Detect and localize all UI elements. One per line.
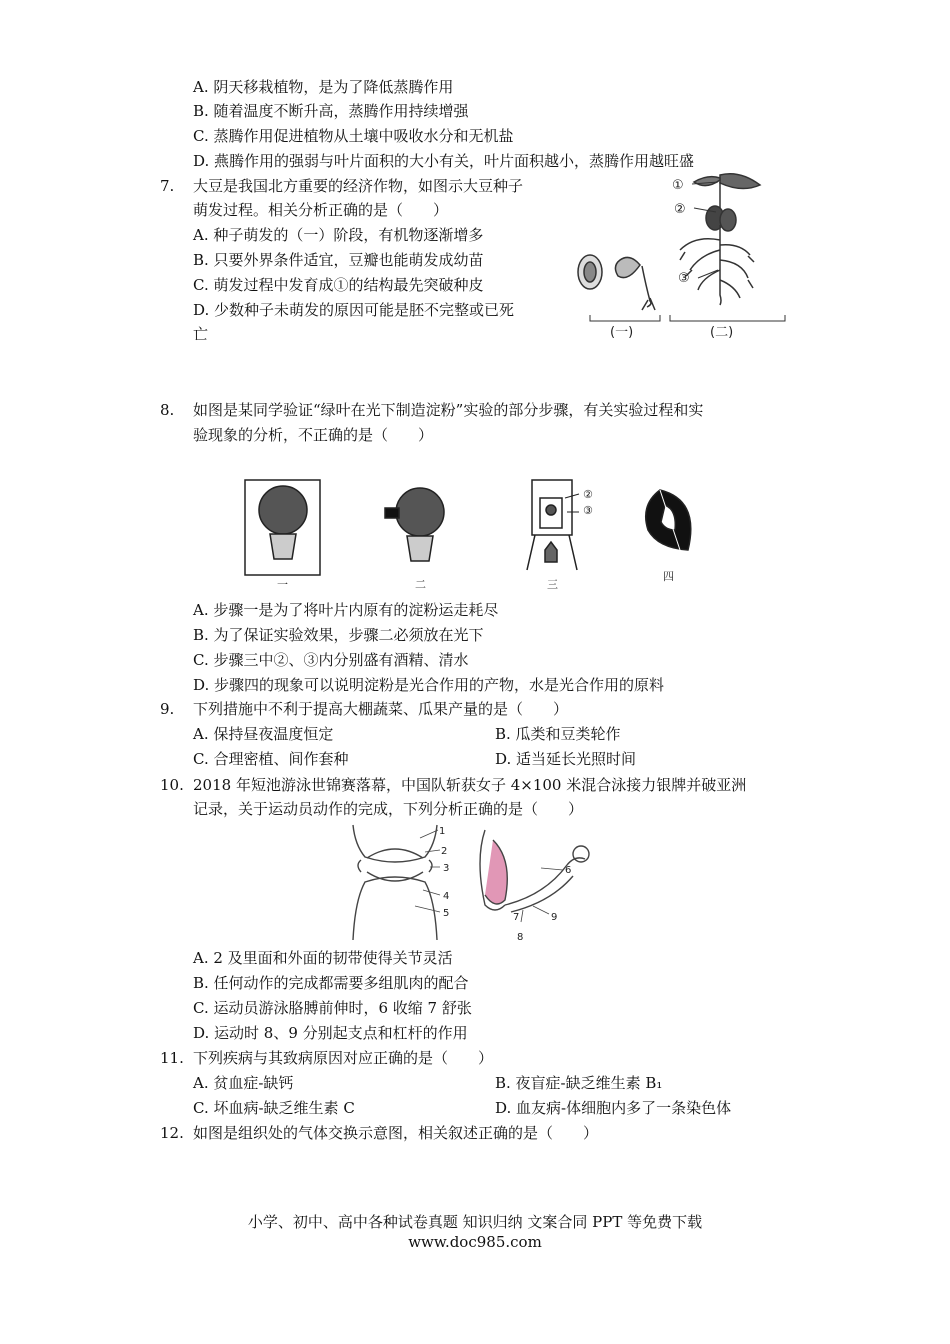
- joint-label-5: 5: [443, 908, 450, 919]
- q7-option-b: B. 只要外界条件适宜，豆瓣也能萌发成幼苗: [193, 251, 484, 269]
- joint-arm-figure: [345, 820, 605, 945]
- q8-stem-line1: 如图是某同学验证“绿叶在光下制造淀粉”实验的部分步骤，有关实验过程和实: [193, 401, 704, 419]
- fig-label-3: ③: [678, 271, 690, 286]
- soybean-germination-figure: [570, 170, 790, 340]
- footer-url: www.doc985.com: [408, 1233, 542, 1251]
- fig-label-2: ②: [674, 202, 686, 217]
- q10-stem-line1: 2018 年短池游泳世锦赛落幕，中国队斩获女子 4×100 米混合泳接力银牌并破亚洲: [193, 776, 747, 794]
- arm-label-7: 7: [513, 912, 520, 923]
- q6-option-b: B. 随着温度不断升高，蒸腾作用持续增强: [193, 102, 469, 120]
- q6-option-d: D. 燕腾作用的强弱与叶片面积的大小有关，叶片面积越小，蒸腾作用越旺盛: [193, 152, 695, 170]
- q9-number: 9.: [160, 700, 175, 718]
- joint-label-4: 4: [443, 891, 450, 902]
- q10-option-d: D. 运动时 8、9 分别起支点和杠杆的作用: [193, 1024, 468, 1042]
- fig-label-beaker-3: ③: [583, 504, 593, 517]
- q8-option-c: C. 步骤三中②、③内分别盛有酒精、清水: [193, 651, 469, 669]
- q8-option-a: A. 步骤一是为了将叶片内原有的淀粉运走耗尽: [193, 601, 499, 619]
- q11-option-b: B. 夜盲症-缺乏维生素 B₁: [495, 1074, 663, 1092]
- q7-option-d: D. 少数种子未萌发的原因可能是胚不完整或已死: [193, 301, 515, 319]
- arm-label-8: 8: [517, 932, 524, 943]
- q6-option-c: C. 蒸腾作用促进植物从土壤中吸收水分和无机盐: [193, 127, 514, 145]
- fig-label-step1: 一: [277, 578, 288, 590]
- q11-stem: 下列疾病与其致病原因对应正确的是（ ）: [193, 1049, 494, 1067]
- q10-option-c: C. 运动员游泳胳膊前伸时，6 收缩 7 舒张: [193, 999, 472, 1017]
- q11-number: 11.: [160, 1049, 184, 1067]
- q7-option-a: A. 种子萌发的（一）阶段，有机物逐渐增多: [193, 226, 484, 244]
- q9-option-b: B. 瓜类和豆类轮作: [495, 725, 621, 743]
- q7-option-d-wrap: 亡: [193, 325, 209, 343]
- arm-label-6: 6: [565, 865, 572, 876]
- joint-label-3: 3: [443, 863, 450, 874]
- q9-stem: 下列措施中不利于提高大棚蔬菜、瓜果产量的是（ ）: [193, 700, 569, 718]
- q7-number: 7.: [160, 177, 175, 195]
- fig-label-1: ①: [672, 178, 684, 193]
- q11-option-a: A. 贫血症-缺钙: [193, 1074, 294, 1092]
- q6-option-a: A. 阴天移栽植物，是为了降低蒸腾作用: [193, 78, 454, 96]
- q8-option-d: D. 步骤四的现象可以说明淀粉是光合作用的产物，水是光合作用的原料: [193, 676, 665, 694]
- q8-option-b: B. 为了保证实验效果，步骤二必须放在光下: [193, 626, 484, 644]
- q11-option-c: C. 坏血病-缺乏维生素 C: [193, 1099, 355, 1117]
- q8-number: 8.: [160, 401, 175, 419]
- q9-option-d: D. 适当延长光照时间: [495, 750, 637, 768]
- q12-number: 12.: [160, 1124, 184, 1142]
- starch-experiment-figure: [235, 470, 725, 590]
- q12-stem: 如图是组织处的气体交换示意图，相关叙述正确的是（ ）: [193, 1124, 599, 1142]
- q11-option-d: D. 血友病-体细胞内多了一条染色体: [495, 1099, 732, 1117]
- fig-label-step3: 三: [547, 578, 558, 590]
- q10-stem-line2: 记录，关于运动员动作的完成，下列分析正确的是（ ）: [193, 800, 584, 818]
- q7-option-c: C. 萌发过程中发育成①的结构最先突破种皮: [193, 276, 484, 294]
- joint-label-1: 1: [439, 826, 446, 837]
- fig-label-step4: 四: [663, 570, 674, 583]
- q7-stem-line2: 萌发过程。相关分析正确的是（ ）: [193, 201, 449, 219]
- q8-stem-line2: 验现象的分析，不正确的是（ ）: [193, 426, 434, 444]
- fig-label-step2: 二: [415, 578, 426, 590]
- fig-label-stage2: (二): [710, 325, 734, 340]
- q10-option-a: A. 2 及里面和外面的韧带使得关节灵活: [193, 949, 453, 967]
- fig-label-stage1: (一): [610, 325, 634, 340]
- q9-option-a: A. 保持昼夜温度恒定: [193, 725, 334, 743]
- joint-label-2: 2: [441, 846, 448, 857]
- q10-number: 10.: [160, 776, 184, 794]
- fig-label-beaker-2: ②: [583, 488, 593, 501]
- footer-text: 小学、初中、高中各种试卷真题 知识归纳 文案合同 PPT 等免费下载: [247, 1213, 703, 1231]
- q10-option-b: B. 任何动作的完成都需要多组肌肉的配合: [193, 974, 469, 992]
- arm-label-9: 9: [551, 912, 558, 923]
- q9-option-c: C. 合理密植、间作套种: [193, 750, 349, 768]
- q7-stem-line1: 大豆是我国北方重要的经济作物，如图示大豆种子: [193, 177, 524, 195]
